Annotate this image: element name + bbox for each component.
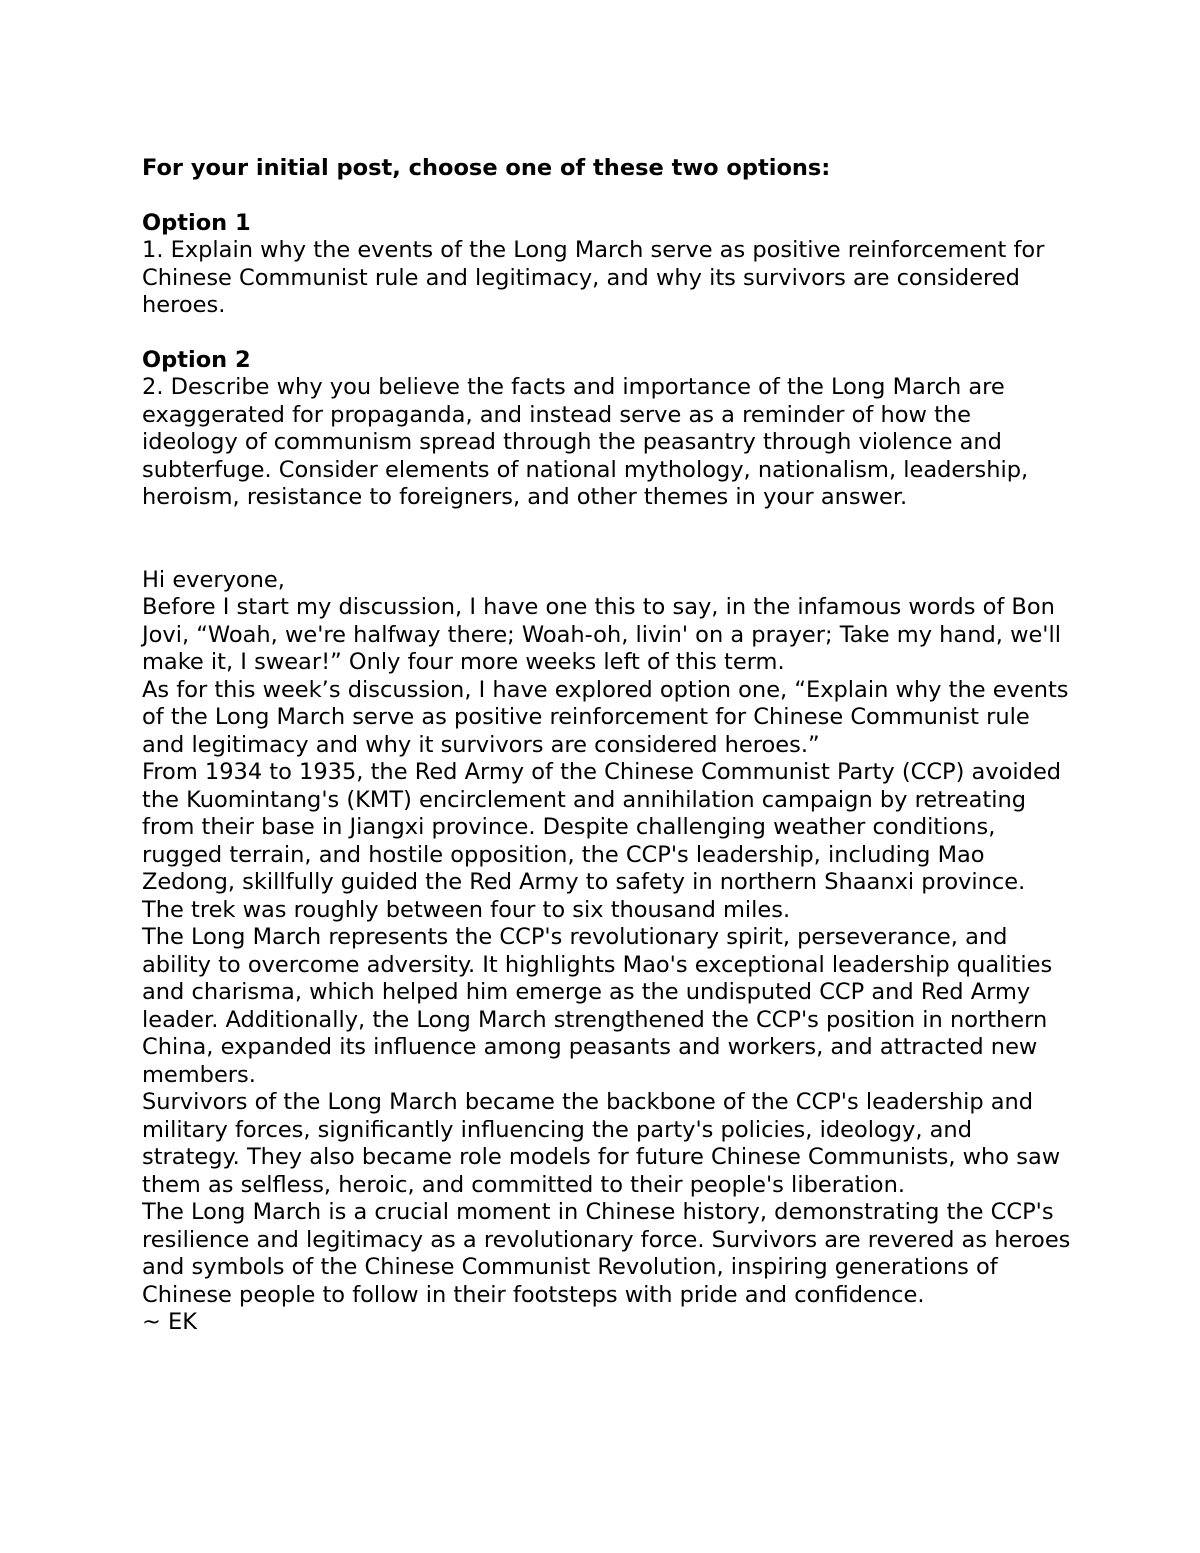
spacer [142, 183, 1072, 210]
prompt-intro: For your initial post, choose one of these two options: [142, 155, 831, 181]
response-paragraph: From 1934 to 1935, the Red Army of the Chinese Communist Party (CCP) avoided the Kuomintang's (KMT) encirclement and annihilation campaign by retreating from their base in Jiangxi province. Despite challenging weather conditions, rugged terrain, and hostile opposition, the CCP's leadership, including Mao Zedong, skillfully guided the Red Army to safety in northern Shaanxi province. The trek was roughly between four to six thousand miles. [142, 759, 1062, 923]
document-page [142, 155, 1072, 1337]
response-paragraph: The Long March represents the CCP's revolutionary spirit, perseverance, and ability to overcome adversity. It highlights Mao's exceptional leadership qualities and charisma, which helped him emerge as the undisputed CCP and Red Army leader. Additionally, the Long March strengthened the CCP's position in northern China, expanded its influence among peasants and workers, and attracted new members. [142, 924, 1053, 1088]
spacer [142, 320, 1072, 347]
response-paragraph: As for this week’s discussion, I have explored option one, “Explain why the events of the Long March serve as positive reinforcement for Chinese Communist rule and legitimacy and why it survivors are considered heroes.” [142, 676, 1069, 758]
option-2-text: 2. Describe why you believe the facts and importance of the Long March are exaggerated for propaganda, and instead serve as a reminder of how the ideology of communism spread through the peasantry through violence and subterfuge. Consider elements of national mythology, nationalism, leadership, heroism, resistance to foreigners, and other themes in your answer. [142, 374, 1029, 510]
response-paragraph: Survivors of the Long March became the backbone of the CCP's leadership and military forces, significantly influencing the party's policies, ideology, and strategy. They also became role models for future Chinese Communists, who saw them as selfless, heroic, and committed to their people's liberation. [142, 1089, 1061, 1198]
option-1-heading: Option 1 [142, 209, 251, 236]
option-2-heading: Option 2 [142, 346, 251, 373]
option-1-text: 1. Explain why the events of the Long March serve as positive reinforcement for Chinese Communist rule and legitimacy, and why its survivors are considered heroes. [142, 237, 1045, 318]
response-greeting: Hi everyone, [142, 566, 285, 593]
response-paragraph: Before I start my discussion, I have one this to say, in the infamous words of Bon Jovi, “Woah, we're halfway there; Woah-oh, livin' on a prayer; Take my hand, we'll make it, I swear!” Only four more weeks left of this term. [142, 594, 1061, 675]
response-signature: ~ EK [142, 1309, 197, 1335]
response-paragraph: The Long March is a crucial moment in Chinese history, demonstrating the CCP's resilience and legitimacy as a revolutionary force. Survivors are revered as heroes and symbols of the Chinese Communist Revolution, inspiring generations of Chinese people to follow in their footsteps with pride and confidence. [142, 1199, 1071, 1308]
spacer [142, 512, 1072, 567]
